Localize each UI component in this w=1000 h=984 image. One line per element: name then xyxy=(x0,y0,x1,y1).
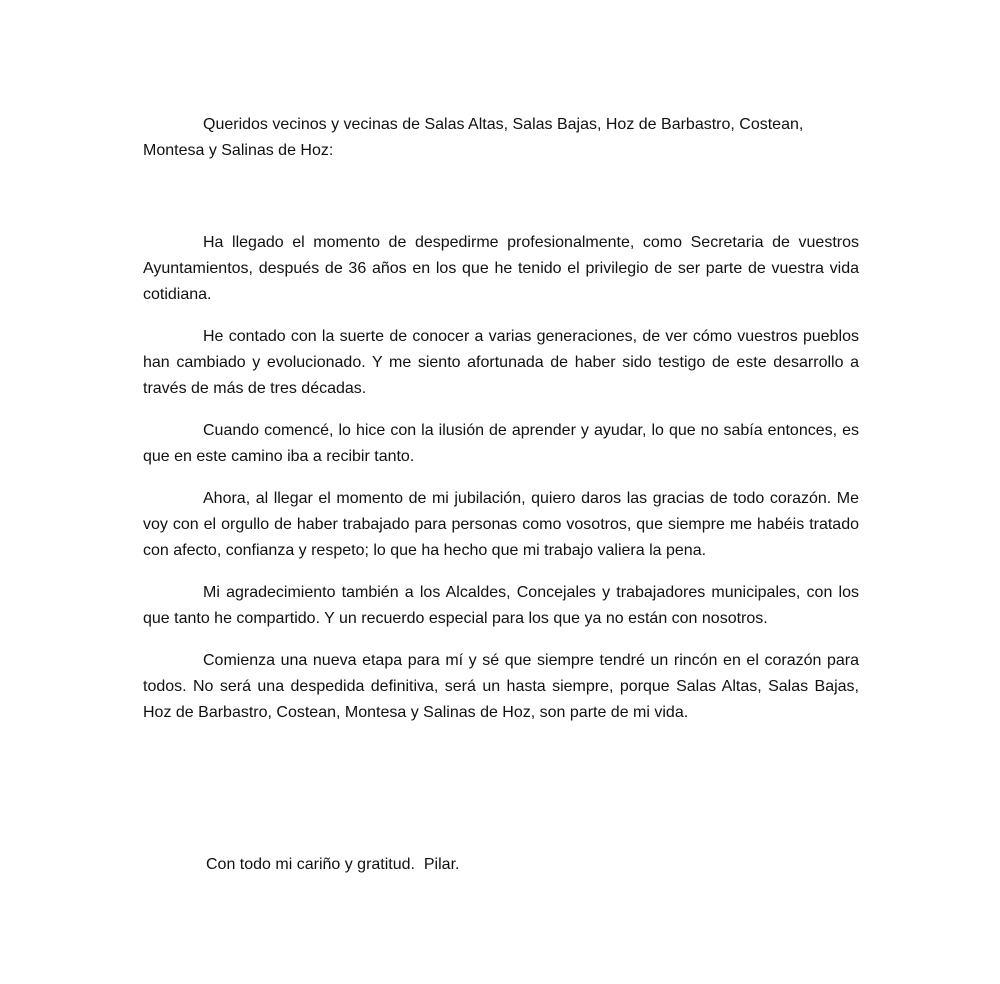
paragraph-acknowledgements: Mi agradecimiento también a los Alcaldes, Concejales y trabajadores municipales, con los que tanto he compartido. Y un recuerdo especial para los que ya no están con nosotros. xyxy=(143,584,859,627)
spacer xyxy=(143,402,859,418)
paragraph-generations: He contado con la suerte de conocer a varias generaciones, de ver cómo vuestros pueblos han cambiado y evolucionado. Y me siento afortunada de haber sido testigo de este desarrollo a través de más de tres décadas. xyxy=(143,328,859,397)
greeting: Queridos vecinos y vecinas de Salas Altas, Salas Bajas, Hoz de Barbastro, Costean, Montesa y Salinas de Hoz: xyxy=(143,116,804,159)
spacer xyxy=(143,470,859,486)
paragraph-retirement-announcement: Ha llegado el momento de despedirme profesionalmente, como Secretaria de vuestros Ayuntamientos, después de 36 años en los que he tenido el privilegio de ser parte de vuestra vida cotidiana. xyxy=(143,234,859,303)
spacer xyxy=(143,164,859,230)
paragraph-new-stage: Comienza una nueva etapa para mí y sé que siempre tendré un rincón en el corazón para todos. No será una despedida definitiva, será un hasta siempre, porque Salas Altas, Salas Bajas, Hoz de Barbastro, Costean, Montesa y Salinas de Hoz, son parte de mi vida. xyxy=(143,652,859,721)
paragraph-gratitude: Ahora, al llegar el momento de mi jubilación, quiero daros las gracias de todo corazón. Me voy con el orgullo de haber trabajado para personas como vosotros, que siempre me habéis tratado con afecto, confianza y respeto; lo que ha hecho que mi trabajo valiera la pena. xyxy=(143,490,859,559)
spacer xyxy=(143,308,859,324)
letter-body xyxy=(143,112,859,726)
spacer xyxy=(143,564,859,580)
paragraph-beginning: Cuando comencé, lo hice con la ilusión de aprender y ayudar, lo que no sabía entonces, es que en este camino iba a recibir tanto. xyxy=(143,422,859,465)
signoff: Con todo mi cariño y gratitud. Pilar. xyxy=(206,856,460,873)
spacer xyxy=(143,632,859,648)
